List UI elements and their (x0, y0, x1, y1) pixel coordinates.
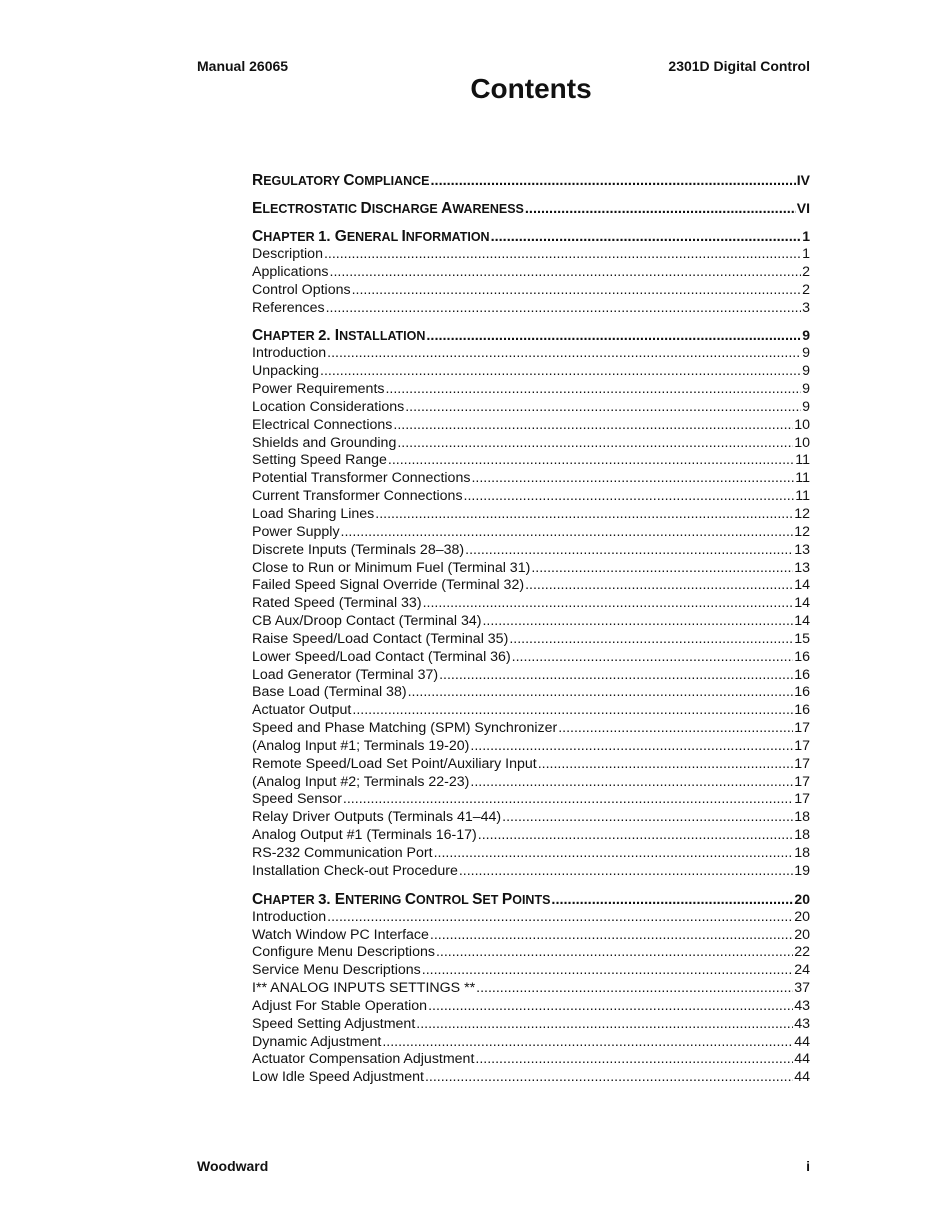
toc-page-number: 44 (794, 1069, 810, 1086)
toc-entry-label: Configure Menu Descriptions (252, 944, 435, 961)
toc-entry-label: Service Menu Descriptions (252, 962, 421, 979)
toc-entry[interactable] (252, 282, 810, 300)
dot-leader (393, 417, 793, 435)
header-product-name: 2301D Digital Control (668, 58, 810, 74)
toc-page-number: 24 (794, 962, 810, 979)
toc-page-number: 1 (802, 246, 810, 262)
toc-page-number: 9 (802, 327, 810, 344)
toc-entry-label: Description (252, 246, 323, 262)
toc-entry-label: Failed Speed Signal Override (Terminal 32) (252, 577, 525, 594)
toc-page-number: 22 (794, 944, 810, 961)
toc-page-number: 16 (794, 648, 810, 665)
toc-entry[interactable] (252, 613, 810, 631)
toc-page-number: 11 (795, 452, 810, 469)
toc-chapter-3-entries (252, 909, 810, 1087)
toc-entry-label: References (252, 299, 325, 316)
toc-page-number: 16 (794, 666, 810, 683)
dot-leader (423, 595, 794, 613)
toc-entry-label: Shields and Grounding (252, 434, 397, 451)
toc-entry-label: (Analog Input #2; Terminals 22-23) (252, 773, 470, 790)
toc-page-number: 17 (794, 737, 810, 754)
dot-leader (385, 381, 801, 399)
toc-page-number: 44 (794, 1033, 810, 1050)
dot-leader (525, 577, 793, 595)
toc-entry[interactable] (252, 1034, 810, 1052)
toc-entry-label: Dynamic Adjustment (252, 1033, 382, 1050)
toc-entry[interactable] (252, 560, 810, 578)
toc-entry-label: Load Generator (Terminal 37) (252, 666, 439, 683)
toc-page-number: 10 (794, 434, 810, 451)
toc-page-number: 12 (794, 523, 810, 540)
toc-page-number: 20 (794, 908, 810, 925)
dot-leader (405, 399, 801, 417)
toc-page-number: 19 (794, 862, 810, 879)
toc-entry[interactable] (252, 684, 810, 702)
toc-entry[interactable] (252, 809, 810, 827)
toc-page-number: 2 (802, 263, 810, 280)
toc-entry[interactable] (252, 452, 810, 470)
dot-leader (408, 684, 794, 702)
toc-entry[interactable] (252, 702, 810, 720)
toc-entry-label: CB Aux/Droop Contact (Terminal 34) (252, 613, 482, 630)
dot-leader (397, 435, 793, 453)
toc-entry-label: Discrete Inputs (Terminals 28–38) (252, 541, 465, 558)
dot-leader (509, 631, 793, 649)
toc-page-number: 16 (794, 684, 810, 701)
toc-entry[interactable] (252, 738, 810, 756)
toc-page-number: 17 (794, 773, 810, 790)
dot-leader (439, 667, 793, 685)
toc-entry-label: Installation Check-out Procedure (252, 862, 458, 879)
toc-chapter-3-heading[interactable] (252, 889, 810, 909)
toc-heading-regulatory-compliance[interactable] (252, 170, 810, 190)
dot-leader (388, 452, 794, 470)
table-of-contents (252, 162, 810, 1087)
dot-leader (343, 791, 793, 809)
toc-page-number: 43 (794, 997, 810, 1014)
dot-leader (330, 264, 802, 282)
toc-entry[interactable] (252, 345, 810, 363)
toc-entry[interactable] (252, 470, 810, 488)
toc-entry-label: Load Sharing Lines (252, 505, 375, 522)
footer-company: Woodward (197, 1158, 269, 1174)
toc-entry-label: Base Load (Terminal 38) (252, 684, 407, 701)
dot-leader (416, 1016, 793, 1034)
toc-entry[interactable] (252, 264, 810, 282)
toc-entry-label: Remote Speed/Load Set Point/Auxiliary Input (252, 755, 537, 772)
dot-leader (538, 756, 794, 774)
dot-leader (426, 326, 801, 345)
toc-page-number: 2 (802, 281, 810, 298)
dot-leader (470, 774, 793, 792)
toc-page-number: 15 (794, 630, 810, 647)
toc-page-number: 11 (795, 488, 810, 505)
dot-leader (464, 488, 795, 506)
toc-page-number: 9 (802, 381, 810, 398)
toc-page-number: 12 (794, 505, 810, 522)
toc-page-number: 43 (794, 1015, 810, 1032)
toc-entry[interactable] (252, 827, 810, 845)
dot-leader (352, 702, 793, 720)
dot-leader (459, 863, 793, 881)
toc-entry[interactable] (252, 667, 810, 685)
dot-leader (465, 542, 793, 560)
page-title: Contents (470, 73, 592, 104)
toc-entry-label: Raise Speed/Load Contact (Terminal 35) (252, 630, 509, 647)
toc-page-number: IV (796, 172, 810, 188)
toc-entry[interactable] (252, 506, 810, 524)
toc-entry[interactable] (252, 720, 810, 738)
dot-leader (551, 890, 793, 909)
dot-leader (531, 560, 793, 578)
toc-entry[interactable] (252, 845, 810, 863)
dot-leader (502, 809, 793, 827)
dot-leader (324, 246, 801, 264)
toc-entry[interactable] (252, 542, 810, 560)
toc-entry-label: Adjust For Stable Operation (252, 997, 428, 1014)
toc-entry-label: Control Options (252, 281, 351, 298)
toc-page-number: 14 (794, 595, 810, 612)
toc-entry[interactable] (252, 863, 810, 881)
toc-chapter-1-entries (252, 246, 810, 317)
toc-entry[interactable] (252, 962, 810, 980)
toc-chapter-2-entries (252, 345, 810, 880)
dot-leader (430, 927, 793, 945)
toc-entry-label: (Analog Input #1; Terminals 19-20) (252, 737, 470, 754)
dot-leader (476, 980, 793, 998)
toc-page-number: 14 (794, 577, 810, 594)
toc-entry-label: RS-232 Communication Port (252, 845, 433, 861)
toc-entry-label: Power Requirements (252, 381, 385, 398)
dot-leader (434, 845, 794, 863)
toc-entry-label: Introduction (252, 908, 327, 925)
dot-leader (352, 282, 802, 300)
toc-heading-label: CHAPTER 1. GENERAL INFORMATION (252, 228, 490, 245)
toc-entry-label: Close to Run or Minimum Fuel (Terminal 31) (252, 559, 531, 576)
toc-entry-label: Power Supply (252, 523, 340, 540)
toc-entry-label: Location Considerations (252, 398, 405, 415)
dot-leader (470, 738, 793, 756)
toc-entry-label: I** ANALOG INPUTS SETTINGS ** (252, 980, 476, 997)
dot-leader (341, 524, 794, 542)
dot-leader (471, 470, 794, 488)
toc-entry[interactable] (252, 300, 810, 318)
toc-entry-label: Speed Sensor (252, 791, 342, 808)
toc-page-number: VI (796, 200, 810, 216)
toc-entry-label: Rated Speed (Terminal 33) (252, 595, 422, 612)
toc-heading-label: CHAPTER 3. ENTERING CONTROL SET POINTS (252, 890, 551, 908)
toc-page-number: 3 (802, 299, 810, 316)
dot-leader (525, 199, 796, 218)
dot-leader (482, 613, 793, 631)
dot-leader (512, 649, 794, 667)
toc-heading-label: REGULATORY COMPLIANCE (252, 172, 430, 189)
toc-entry-label: Analog Output #1 (Terminals 16-17) (252, 827, 477, 844)
dot-leader (491, 227, 802, 246)
dot-leader (327, 345, 801, 363)
toc-page-number: 13 (794, 559, 810, 576)
toc-entry[interactable] (252, 381, 810, 399)
footer-page-number: i (806, 1158, 810, 1174)
toc-page-number: 44 (794, 1051, 810, 1068)
toc-page-number: 17 (794, 720, 810, 737)
toc-page-number: 20 (794, 890, 810, 907)
toc-entry[interactable] (252, 399, 810, 417)
header-manual-number: Manual 26065 (197, 58, 289, 74)
toc-page-number: 20 (794, 926, 810, 943)
toc-chapter-2-heading[interactable] (252, 325, 810, 345)
dot-leader (327, 909, 793, 927)
toc-entry[interactable] (252, 756, 810, 774)
toc-entry[interactable] (252, 774, 810, 792)
toc-page-number: 37 (794, 980, 810, 997)
toc-entry[interactable] (252, 488, 810, 506)
toc-page-number: 18 (794, 827, 810, 844)
dot-leader (382, 1034, 793, 1052)
toc-entry-label: Electrical Connections (252, 416, 393, 433)
toc-entry-label: Actuator Output (252, 702, 352, 719)
toc-entry[interactable] (252, 363, 810, 381)
toc-page-number: 18 (794, 809, 810, 826)
toc-heading-esd-awareness[interactable] (252, 198, 810, 218)
toc-page-number: 16 (794, 702, 810, 719)
toc-entry[interactable] (252, 577, 810, 595)
toc-entry[interactable] (252, 980, 810, 998)
toc-entry[interactable] (252, 927, 810, 945)
toc-page-number: 1 (802, 228, 810, 244)
toc-page-number: 17 (794, 755, 810, 772)
toc-entry-label: Setting Speed Range (252, 452, 387, 469)
toc-entry[interactable] (252, 435, 810, 453)
toc-entry-label: Actuator Compensation Adjustment (252, 1051, 475, 1068)
dot-leader (320, 363, 801, 381)
dot-leader (326, 300, 802, 318)
toc-entry[interactable] (252, 631, 810, 649)
toc-page-number: 9 (802, 363, 810, 380)
toc-entry-label: Lower Speed/Load Contact (Terminal 36) (252, 648, 511, 665)
toc-entry[interactable] (252, 1069, 810, 1087)
toc-entry[interactable] (252, 246, 810, 264)
toc-entry[interactable] (252, 944, 810, 962)
dot-leader (428, 998, 793, 1016)
toc-entry-label: Introduction (252, 345, 327, 362)
toc-entry-label: Unpacking (252, 363, 320, 380)
toc-page-number: 9 (802, 345, 810, 362)
dot-leader (375, 506, 793, 524)
toc-entry-label: Potential Transformer Connections (252, 470, 471, 487)
dot-leader (422, 962, 793, 980)
dot-leader (478, 827, 793, 845)
toc-entry-label: Speed and Phase Matching (SPM) Synchronizer (252, 720, 558, 737)
dot-leader (558, 720, 793, 738)
toc-page-number: 18 (794, 845, 810, 861)
toc-entry-label: Watch Window PC Interface (252, 926, 429, 943)
toc-entry[interactable] (252, 791, 810, 809)
toc-entry[interactable] (252, 649, 810, 667)
toc-page-number: 11 (795, 470, 810, 487)
toc-entry-label: Relay Driver Outputs (Terminals 41–44) (252, 809, 502, 826)
dot-leader (431, 171, 796, 190)
toc-entry[interactable] (252, 998, 810, 1016)
toc-entry-label: Low Idle Speed Adjustment (252, 1069, 424, 1086)
toc-chapter-1-heading[interactable] (252, 226, 810, 246)
toc-entry[interactable] (252, 595, 810, 613)
toc-entry[interactable] (252, 909, 810, 927)
toc-heading-label: CHAPTER 2. INSTALLATION (252, 327, 426, 345)
toc-page-number: 9 (802, 398, 810, 415)
toc-entry-label: Speed Setting Adjustment (252, 1015, 416, 1032)
toc-entry[interactable] (252, 1051, 810, 1069)
toc-page-number: 14 (794, 613, 810, 630)
toc-entry[interactable] (252, 524, 810, 542)
dot-leader (436, 944, 793, 962)
toc-entry-label: Current Transformer Connections (252, 488, 463, 505)
toc-page-number: 10 (794, 416, 810, 433)
toc-entry-label: Applications (252, 263, 329, 280)
dot-leader (475, 1051, 793, 1069)
toc-entry[interactable] (252, 417, 810, 435)
toc-entry[interactable] (252, 1016, 810, 1034)
toc-heading-label: ELECTROSTATIC DISCHARGE AWARENESS (252, 200, 524, 217)
dot-leader (425, 1069, 793, 1087)
toc-page-number: 17 (794, 791, 810, 808)
toc-page-number: 13 (794, 541, 810, 558)
